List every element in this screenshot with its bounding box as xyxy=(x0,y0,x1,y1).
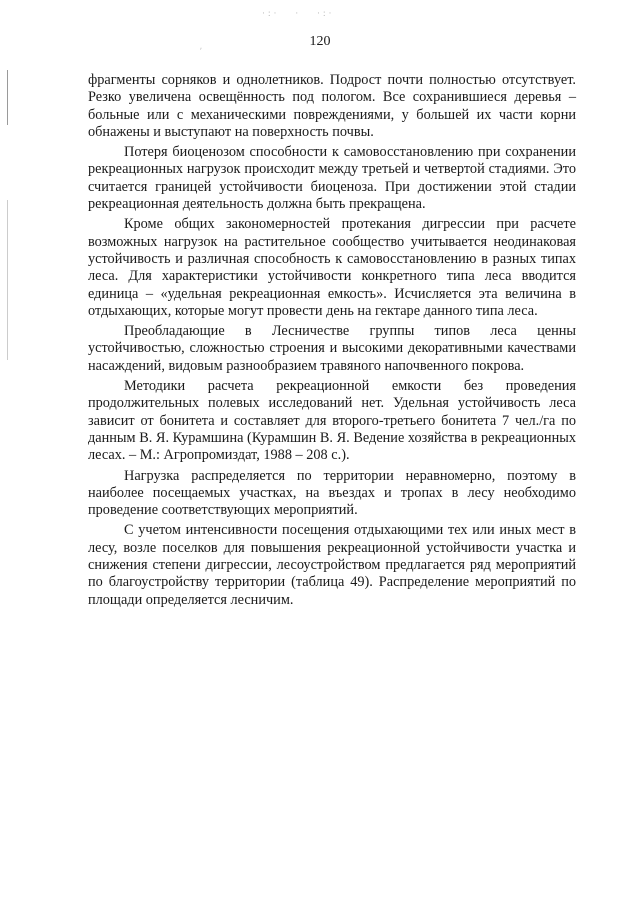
paragraph: Преобладающие в Лесничестве группы типов леса ценны устойчивостью, сложностью строения и высокими декоративными качествами насаждений, видовым разнообразием травяного напочвенного покрова. xyxy=(88,323,576,374)
scan-artifact: ʹ xyxy=(200,46,205,56)
scan-margin-line xyxy=(7,200,8,360)
body-text xyxy=(88,72,576,612)
paragraph: Потеря биоценозом способности к самовосстановлению при сохранении рекреационных нагрузок происходит между третьей и четвертой стадиями. Это считается границей устойчивости биоценоза. При достижении этой стадии рекреационная деятельность должна быть прекращена. xyxy=(88,144,576,213)
paragraph: Нагрузка распределяется по территории неравномерно, поэтому в наиболее посещаемых участках, на въездах и тропах в лесу необходимо проведение соответствующих мероприятий. xyxy=(88,467,576,519)
scan-margin-line xyxy=(7,70,8,125)
paragraph: Методики расчета рекреационной емкости без проведения продолжительных полевых исследований нет. Удельная устойчивость леса зависит от бонитета и составляет для второго-третьего бонитета 7 чел./га по данным В. Я. Курамшина (Курамшин В. Я. Ведение хозяйства в рекреационных лесах. – М.: Агропромиздат, 1988 – 208 с.). xyxy=(88,378,576,464)
scan-artifact: ·:· · ·:· xyxy=(262,8,335,18)
page-number: 120 xyxy=(309,34,331,49)
paragraph: Кроме общих закономерностей протекания дигрессии при расчете возможных нагрузок на растительное сообщество учитывается неодинаковая устойчивость и различная способность к самовосстановлению в разных типах леса. Для характеристики устойчивости конкретного типа леса вводится единица – «удельная рекреационная емкость». Исчисляется эта величина в отдыхающих, которые могут провести день на гектаре данного типа леса. xyxy=(88,216,576,319)
paragraph: фрагменты сорняков и однолетников. Подрост почти полностью отсутствует. Резко увеличена освещённость под пологом. Все сохранившиеся деревья – больные или с механическими повреждениями, у большей их части корни обнажены и выступают на поверхность почвы. xyxy=(88,72,576,140)
paragraph: С учетом интенсивности посещения отдыхающими тех или иных мест в лесу, возле поселков для повышения рекреационной устойчивости участка и снижения степени дигрессии, лесоустройством предлагается ряд мероприятий по благоустройству территории (таблица 49). Распределение мероприятий по площади определяется лесничим. xyxy=(88,522,576,608)
